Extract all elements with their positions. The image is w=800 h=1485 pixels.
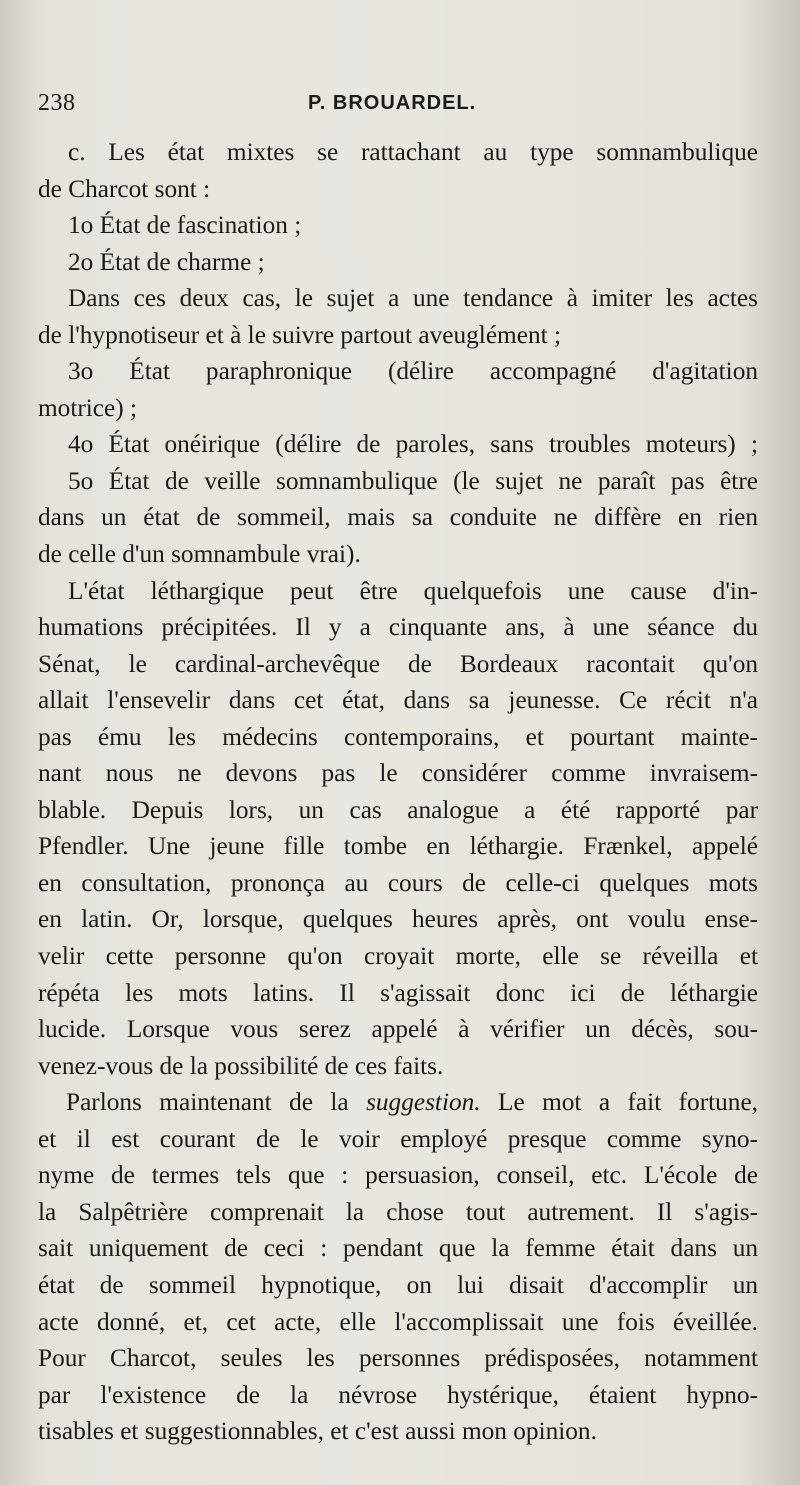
text-line: venez-vous de la possibilité de ces faits. <box>38 1051 444 1080</box>
text-line: de Charcot sont : <box>38 174 211 203</box>
text-line: de l'hypnotiseur et à le suivre partout aveuglément ; <box>38 320 561 349</box>
text-line: humations précipitées. Il y a cinquante ans, à une séance du <box>38 613 758 642</box>
text-line: répéta les mots latins. Il s'agissait donc ici de léthargie <box>38 978 758 1007</box>
page-header <box>38 90 758 122</box>
text-run: Parlons maintenant de la <box>66 1088 367 1117</box>
text-line: de celle d'un somnambule vrai). <box>38 540 361 569</box>
body-text <box>38 134 758 1450</box>
text-line: c. Les état mixtes se rattachant au type somnambulique <box>68 138 758 166</box>
text-line: dans un état de sommeil, mais sa conduite ne diffère en rien <box>38 503 758 532</box>
text-line: la Salpêtrière comprenait la chose tout autrement. Il s'agis- <box>38 1197 758 1226</box>
text-line: lucide. Lorsque vous serez appelé à vérifier un décès, sou- <box>38 1015 758 1044</box>
text-line: en consultation, prononça au cours de celle-ci quelques mots <box>38 868 758 897</box>
text-line: motrice) ; <box>38 393 138 422</box>
text-line: sait uniquement de ceci : pendant que la femme était dans un <box>38 1234 758 1263</box>
text-line: pas ému les médecins contemporains, et pourtant mainte- <box>38 722 758 751</box>
text-line: nant nous ne devons pas le considérer comme invraisem- <box>38 759 758 788</box>
text-line: et il est courant de le voir employé presque comme syno- <box>38 1124 758 1153</box>
text-line: Pour Charcot, seules les personnes prédisposées, notamment <box>38 1344 758 1373</box>
text-line-with-italic <box>38 1084 758 1121</box>
text-line: 4o État onéirique (délire de paroles, sans troubles moteurs) ; <box>68 430 758 459</box>
text-line: par l'existence de la névrose hystérique, étaient hypno- <box>38 1380 758 1409</box>
text-line: velir cette personne qu'on croyait morte, elle se réveilla et <box>38 942 758 971</box>
text-line: 5o État de veille somnambulique (le sujet ne paraît pas être <box>68 466 758 495</box>
text-line: Sénat, le cardinal-archevêque de Bordeaux racontait qu'on <box>38 649 758 678</box>
page-number: 238 <box>38 90 76 116</box>
text-line: L'état léthargique peut être quelquefois une cause d'in- <box>68 576 758 605</box>
text-line: 1o État de fascination ; <box>68 211 302 240</box>
text-line: 2o État de charme ; <box>68 247 265 276</box>
italic-term: suggestion. <box>366 1088 481 1117</box>
running-head: P. BROUARDEL. <box>308 92 477 114</box>
text-line: tisables et suggestionnables, et c'est aussi mon opinion. <box>38 1417 597 1446</box>
text-line: Dans ces deux cas, le sujet a une tendance à imiter les actes <box>68 284 758 313</box>
text-line: blable. Depuis lors, un cas analogue a été rapporté par <box>38 795 758 824</box>
text-line: état de sommeil hypnotique, on lui disait d'accomplir un <box>38 1270 758 1299</box>
text-line: nyme de termes tels que : persuasion, conseil, etc. L'école de <box>38 1161 758 1190</box>
text-run: Le mot a fait fortune, <box>480 1088 758 1117</box>
text-line: Pfendler. Une jeune fille tombe en léthargie. Frænkel, appelé <box>38 832 758 861</box>
text-line: 3o État paraphronique (délire accompagné d'agitation <box>68 357 758 386</box>
text-line: en latin. Or, lorsque, quelques heures après, ont voulu ense- <box>38 905 758 934</box>
text-line: allait l'ensevelir dans cet état, dans sa jeunesse. Ce récit n'a <box>38 686 758 715</box>
text-line: acte donné, et, cet acte, elle l'accomplissait une fois éveillée. <box>38 1307 758 1336</box>
